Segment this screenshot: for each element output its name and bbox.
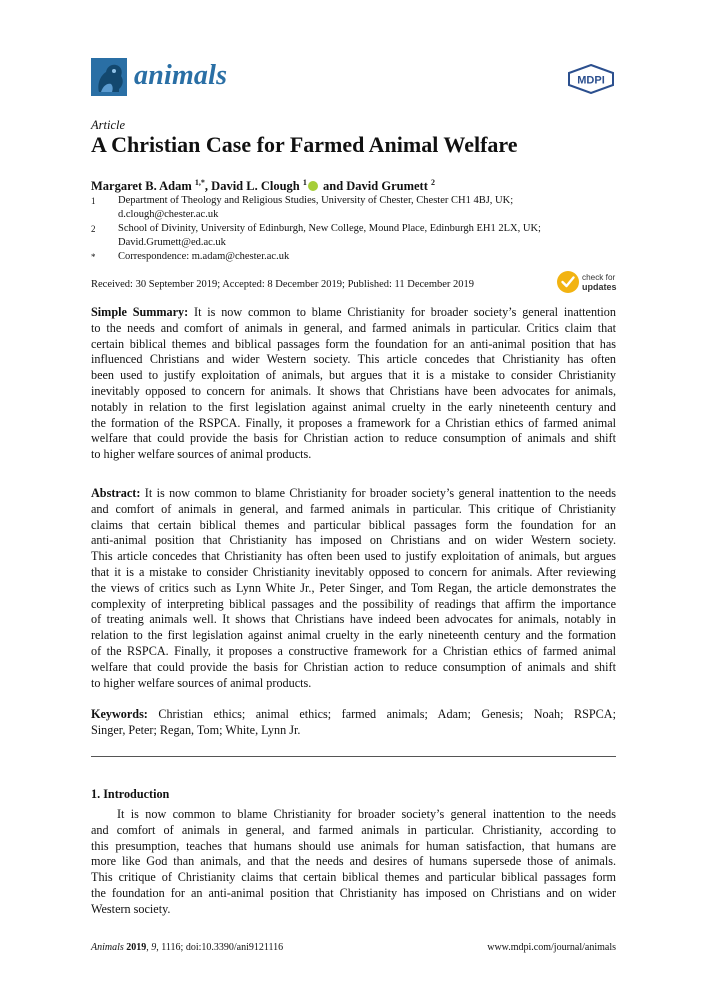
text-line: complexity of interpreting biblical passages and the possibility of readings that affirm the importance: [91, 596, 616, 611]
abstract: [91, 486, 616, 691]
correspondence-mark: *: [91, 252, 96, 262]
text-line: and comfort of animals in general, and farmed animals in particular. Christianity, according to: [91, 822, 616, 837]
simple-summary-label: Simple Summary:: [91, 305, 189, 319]
author-affiliation-sup: 2: [431, 178, 435, 187]
text-line: It is now common to blame Christianity for broader society’s general inattention to the needs: [140, 486, 616, 500]
text-line: the formation of the RSPCA. Finally, it proposes a framework for a Christian ethics of farmed animal: [91, 415, 616, 430]
text-line: anti-animal position that Christianity has imposed on Christians and on wider Western society.: [91, 533, 616, 548]
footer-year: 2019: [126, 942, 147, 953]
text-line: and comfort of animals in general, and farmed animals in particular. This critique of Christianity: [91, 501, 616, 516]
journal-logo-icon: [91, 58, 127, 96]
check-for-updates-button[interactable]: [556, 268, 618, 296]
text-line: inevitably opposed to concern for animals. It shows that Christians have been advocates for animals,: [91, 383, 616, 398]
text-line: the views of critics such as Lynn White Jr., Peter Singer, and Tom Regan, the article demonstrates the: [91, 580, 616, 595]
affiliation-text: Department of Theology and Religious Studies, University of Chester, Chester CH1 4BJ, UK;: [118, 195, 514, 206]
section-divider: [91, 756, 616, 757]
section-heading: 1. Introduction: [91, 787, 170, 801]
text-line: Christian ethics; animal ethics; farmed animals; Adam; Genesis; Noah; RSPCA;: [147, 707, 616, 721]
simple-summary: [91, 305, 616, 463]
text-line: welfare that could provide the basis for Christian action to reduce consumption of animals and shift: [91, 659, 616, 674]
text-line: influenced Christians and wider Western society. This article concedes that Christianity has often: [91, 352, 616, 367]
footer-doi[interactable]: , 1116; doi:10.3390/ani9121116: [156, 942, 284, 953]
text-line: of treating animals well. It shows that Christians have indeed been advocates for animals, notably in: [91, 612, 616, 627]
text-line: to higher welfare sources of animal products.: [91, 447, 312, 462]
text-line: this presumption, teaches that humans should use animals for human satisfaction, that humans are: [91, 838, 616, 853]
keywords: [91, 707, 616, 739]
text-line: It is now common to blame Christianity for broader society’s general inattention: [188, 305, 616, 319]
text-line: to higher welfare sources of animal products.: [91, 675, 312, 690]
affiliation-text: School of Divinity, University of Edinburgh, New College, Mound Place, Edinburgh EH1 2LX, UK;: [118, 223, 541, 234]
text-line: It is now common to blame Christianity for broader society’s general inattention to the needs: [117, 807, 616, 821]
check-updates-line1: check for: [582, 273, 616, 282]
check-updates-icon: [557, 271, 579, 293]
author-name: Margaret B. Adam: [91, 179, 192, 193]
footer-volume: 9: [151, 942, 157, 953]
citation-footer: Animals 2019, 9, 1116; doi:10.3390/ani9121116: [91, 942, 284, 953]
affiliation-mark: 1: [91, 196, 96, 206]
text-line: more like God than animals, and that the needs and desires of humans supersede those of animals.: [91, 854, 616, 869]
keywords-label: Keywords:: [91, 707, 148, 721]
author-separator: and: [319, 179, 347, 193]
text-line: This article concedes that Christianity has often been used to justify exploitation of animals, but argues: [91, 549, 616, 564]
author-affiliation-sup: 1: [302, 178, 307, 187]
text-line: Western society.: [91, 901, 171, 916]
orcid-icon[interactable]: [308, 181, 318, 191]
text-line: certain biblical themes and biblical passages form the foundation for an anti-animal position that has: [91, 336, 616, 351]
text-line: to the needs and comfort of animals in general, and farmed animals in particular. Critics claim that: [91, 320, 616, 335]
footer-journal: Animals: [91, 942, 124, 953]
publisher-name: MDPI: [577, 74, 605, 87]
text-line: relation to the first legislation against animal cruelty in the early nineteenth century and the formation: [91, 628, 616, 643]
journal-name: animals: [134, 60, 228, 91]
author-affiliation-sup: 1,*: [194, 178, 205, 187]
text-line: been used to justify exploitation of animals, but argues that it is a mistake to consider Christianity: [91, 368, 616, 383]
correspondence-text[interactable]: Correspondence: m.adam@chester.ac.uk: [118, 251, 290, 262]
mdpi-logo-icon: [566, 64, 616, 94]
text-line: of the RSPCA. Finally, it proposes a constructive framework for a Christian ethics of farmed animal: [91, 643, 616, 658]
affiliation-email[interactable]: d.clough@chester.ac.uk: [118, 209, 219, 220]
affiliation-mark: 2: [91, 224, 96, 234]
text-line: that it is a mistake to consider Christianity inevitably opposed to concern for animals. After reviewing: [91, 564, 616, 579]
text-line: notably in relation to the first legislation against animal cruelty in the early nineteenth century and: [91, 399, 616, 414]
author-name: David L. Clough: [211, 179, 300, 193]
article-title: A Christian Case for Farmed Animal Welfare: [91, 132, 518, 157]
journal-url[interactable]: www.mdpi.com/journal/animals: [487, 942, 616, 953]
text-line: claims that certain biblical themes and particular biblical passages form the foundation for an: [91, 517, 616, 532]
author-name: David Grumett: [346, 179, 428, 193]
abstract-label: Abstract:: [91, 486, 141, 500]
author-list: [91, 175, 435, 194]
article-type: Article: [91, 118, 126, 132]
text-line: the foundation for an anti-animal position that Christianity has imposed on Christians and on wider: [91, 885, 616, 900]
text-line: welfare that could provide the basis for Christian action to reduce consumption of animals and shift: [91, 431, 616, 446]
text-line: Singer, Peter; Regan, Tom; White, Lynn Jr.: [91, 722, 301, 737]
text-line: This critique of Christianity claims that certain biblical themes and particular biblical passages form: [91, 870, 616, 885]
author-separator: ,: [204, 179, 212, 193]
publication-dates: Received: 30 September 2019; Accepted: 8 December 2019; Published: 11 December 2019: [91, 279, 475, 290]
introduction-body: [91, 807, 616, 918]
check-updates-line2: updates: [582, 282, 617, 292]
affiliation-email[interactable]: David.Grumett@ed.ac.uk: [118, 237, 226, 248]
